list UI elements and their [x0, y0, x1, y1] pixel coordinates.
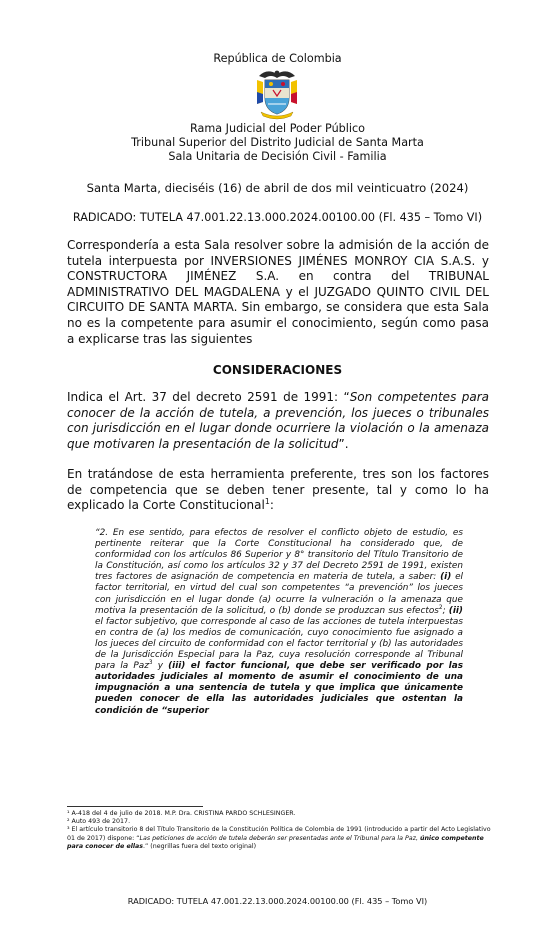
competence-text: En tratándose de esta herramienta preferente, tres son los factores de competencia que se deben tener presente, tal y como lo ha explicado la Corte Constitucional	[67, 467, 489, 513]
intro-paragraph: Correspondería a esta Sala resolver sobre la admisión de la acción de tutela interpuesta por INVERSIONES JIMÉNES MONROY CIA S.A.S. y CONSTRUCTORA JIMÉNEZ S.A. en contra del TRIBUNAL ADMINISTRATIVO DEL MAGDALENA y el JUZGADO QUINTO CIVIL DEL CIRCUITO DE SANTA MARTA. Sin embargo, se considera que esta Sala no es la competente para asumir el conocimiento, según como pasa a explicarse tras las siguientes	[67, 238, 489, 346]
tribunal-header: Tribunal Superior del Distrito Judicial de Santa Marta	[131, 136, 424, 149]
quote-part-6: , que debe ser verificado por las autoridades judiciales al momento de asumir el conocimiento de una impugnación a una sentencia de tutela y que implica que únicamente pueden conocer de ella las autoridades judiciales que ostentan la condición de “superior	[95, 661, 463, 716]
competence-paragraph	[67, 467, 489, 514]
competence-tail: :	[269, 498, 274, 513]
radicado-line: RADICADO: TUTELA 47.001.22.13.000.2024.00100.00 (Fl. 435 – Tomo VI)	[72, 211, 483, 224]
date-line: Santa Marta, dieciséis (16) de abril de dos mil veinticuatro (2024)	[86, 181, 469, 195]
footnote-2: ² Auto 493 de 2017.	[67, 818, 131, 826]
chamber-header: Sala Unitaria de Decisión Civil - Familia	[168, 150, 387, 163]
article-37-lead: Indica el Art. 37 del decreto 2591 de 1991: “	[67, 390, 350, 404]
footnote-mark-1: 1	[264, 497, 270, 507]
footnote-3-tail: .” (negrillas fuera del texto original)	[143, 842, 257, 850]
footnote-mark-2: 2	[438, 604, 443, 611]
footnote-3-italic: Las peticiones de acción de tutela deberán ser presentadas ante el Tribunal para la Paz,	[139, 834, 420, 842]
quote-part-1: “2. En ese sentido, para efectos de resolver el conflicto objeto de estudio, es pertinente reiterar que la Corte Constitucional ha considerado que, de conformidad con los artículos 86 Superior y 8° transitorio del Título Transitorio de la Constitución, así como los artículos 32 y 37 del Decreto 2591 de 1991, existen tres factores de asignación de competencia en materia de tutela, a saber:	[95, 528, 463, 583]
quote-part-4: el factor subjetivo, que corresponde al caso de las acciones de tutela interpuestas en contra de (a) los medios de comunicación, cuyo conocimiento fue asignado a los jueces del circuito de conformidad con el factor territorial y (b) las autoridades de la Jurisdicción Especial para la Paz, cuya resolución corresponde al Tribunal para la Paz	[95, 616, 463, 672]
footnote-3	[67, 826, 491, 851]
branch-header: Rama Judicial del Poder Público	[189, 122, 365, 135]
article-37-quote: Son competentes para conocer de la acción de tutela, a prevención, los jueces o tribunales con jurisdicción en el lugar donde ocurriere la violación o la amenaza que motivaren la presentación de la solicitud	[67, 390, 489, 451]
country-header: República de Colombia	[213, 52, 342, 65]
court-quote	[95, 528, 463, 717]
quote-marker-ii: (ii)	[448, 605, 463, 616]
footnotes	[67, 810, 491, 851]
footnote-3-text: ³ El artículo transitorio 8 del Título Transitorio de la Constitución Política de Colombia de 1991 (introducido a partir del Acto Legislativo 01 de 2017) dispone: “	[67, 826, 491, 842]
footer-radicado: RADICADO: TUTELA 47.001.22.13.000.2024.00100.00 (Fl. 435 – Tomo VI)	[127, 896, 428, 906]
footnote-divider	[67, 806, 203, 807]
quote-marker-i: (i)	[440, 572, 452, 583]
footnote-3-bold: único competente para conocer de ellas	[67, 834, 484, 850]
section-heading: CONSIDERACIONES	[212, 363, 343, 377]
footnote-1: ¹ A-418 del 4 de julio de 2018. M.P. Dra. CRISTINA PARDO SCHLESINGER.	[67, 810, 296, 817]
quote-part-5: y	[152, 661, 169, 672]
quote-marker-iii: (iii) el factor funcional	[168, 661, 287, 672]
quote-part-3: ;	[442, 605, 449, 616]
article-37-tail: ”.	[338, 436, 349, 451]
footnote-mark-3: 3	[148, 660, 153, 667]
quote-part-2: el factor territorial, en virtud del cual son competentes “a prevención” los jueces con jurisdicción en el lugar donde (a) ocurre la vulneración o la amenaza que motiva la presentación de la solicitud, o (b) donde se produzcan sus efectos	[95, 572, 463, 616]
coat-of-arms-icon	[253, 66, 301, 120]
article-37-paragraph	[67, 390, 489, 452]
